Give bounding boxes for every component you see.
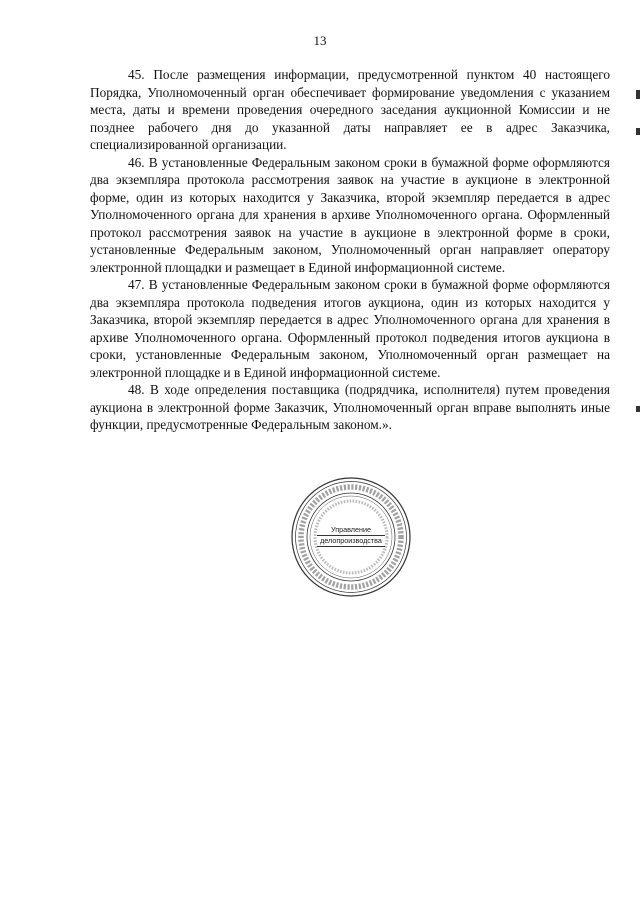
official-seal-stamp [290, 476, 412, 598]
seal-line-2: делопроизводства [317, 536, 385, 547]
scan-edge-mark [636, 128, 640, 135]
seal-line-1: Управление [317, 525, 385, 536]
scan-edge-mark [636, 406, 640, 412]
seal-inner-label [317, 525, 385, 547]
scan-edge-mark [636, 90, 640, 99]
paragraph-45: 45. После размещения информации, предусмотренной пунктом 40 настоящего Порядка, Уполномоченный орган обеспечивает формирование уведомления с указанием места, даты и времени проведения очередного заседания аукционной Комиссии и не позднее рабочего дня до указанной даты направляет ее в адрес Заказчика, специализированной организации. [90, 67, 610, 152]
page-number: 13 [313, 33, 327, 48]
paragraph-46: 46. В установленные Федеральным законом сроки в бумажной форме оформляются два экземпляра протокола рассмотрения заявок на участие в аукционе в электронной форме, один из которых находится у Заказчика, второй экземпляр передается в адрес Уполномоченного органа для хранения в архиве Уполномоченного органа. Оформленный протокол рассмотрения заявок на участие в аукционе в электронной форме в сроки, установленные Федеральным законом, Уполномоченный орган направляет оператору электронной площадки и размещает в Единой информационной системе. [90, 154, 610, 275]
body-text [90, 66, 610, 434]
paragraph-47: 47. В установленные Федеральным законом сроки в бумажной форме оформляются два экземпляра протокола подведения итогов аукциона, один из которых находится у Заказчика, второй экземпляр передается в адрес Уполномоченного органа для хранения в архиве Уполномоченного органа. Оформленный протокол подведения итогов аукциона в сроки, установленные Федеральным законом, Уполномоченный орган размещает на электронной площадке и в Единой информационной системе. [90, 277, 610, 380]
paragraph-48: 48. В ходе определения поставщика (подрядчика, исполнителя) путем проведения аукциона в электронной форме Заказчик, Уполномоченный орган вправе выполнять иные функции, предусмотренные Федеральным законом.». [90, 382, 610, 432]
